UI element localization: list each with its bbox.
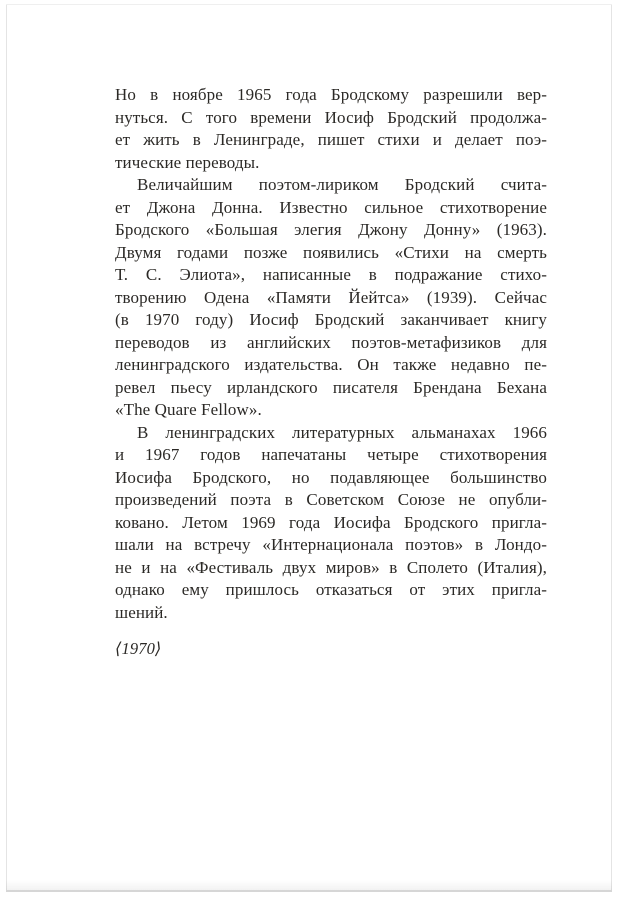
paragraph xyxy=(115,422,547,625)
text-line: ленинградского издательства. Он также недавно пе- xyxy=(115,355,547,374)
page-bottom-shadow xyxy=(6,880,612,890)
text-line: Иосифа Бродского, но подавляющее большинство xyxy=(115,467,547,487)
page-edge-right xyxy=(611,4,612,892)
text-line: творению Одена «Памяти Йейтса» (1939). Сейчас xyxy=(115,287,547,307)
text-line: Двумя годами позже появились «Стихи на смерть xyxy=(115,242,547,262)
paragraph xyxy=(115,84,547,174)
page-edge-top xyxy=(6,4,612,5)
text-line: произведений поэта в Советском Союзе не опубли- xyxy=(115,490,547,509)
page-edge-left xyxy=(6,4,7,892)
text-line: Бродского «Большая элегия Джону Донну» (1963). xyxy=(115,220,547,239)
text-line: не и на «Фестиваль двух миров» в Сполето (Италия), xyxy=(115,557,547,577)
text-line: Величайшим поэтом-лириком Бродский счита- xyxy=(137,175,547,194)
date-signature: ⟨1970⟩ xyxy=(115,639,162,658)
text-line: переводов из английских поэтов-метафизиков для xyxy=(115,332,547,352)
text-line: (в 1970 году) Иосиф Бродский заканчивает книгу xyxy=(115,310,547,329)
text-line: В ленинградских литературных альманахах 1966 xyxy=(137,422,547,442)
text-line: нуться. С того времени Иосиф Бродский продолжа- xyxy=(115,107,547,127)
text-line: Но в ноябре 1965 года Бродскому разрешили вер- xyxy=(115,85,547,104)
text-line: шений. xyxy=(115,602,168,622)
text-line: и 1967 годов напечатаны четыре стихотворения xyxy=(115,445,547,464)
paragraph xyxy=(115,174,547,422)
paragraphs-container xyxy=(115,84,547,624)
text-line: ковано. Летом 1969 года Иосифа Бродского пригла- xyxy=(115,512,547,532)
page-text-block xyxy=(115,84,547,661)
text-line: ет Джона Донна. Известно сильное стихотворение xyxy=(115,197,547,217)
text-line: однако ему пришлось отказаться от этих пригла- xyxy=(115,580,547,599)
text-line: «The Quare Fellow». xyxy=(115,400,262,419)
text-line: шали на встречу «Интернационала поэтов» в Лондо- xyxy=(115,535,547,554)
text-line: Т. С. Элиота», написанные в подражание стихо- xyxy=(115,265,547,284)
text-line: тические переводы. xyxy=(115,152,260,172)
text-line: ревел пьесу ирландского писателя Брендана Бехана xyxy=(115,377,547,397)
text-line: ет жить в Ленинграде, пишет стихи и делает поэ- xyxy=(115,130,547,149)
page-edge-bottom xyxy=(6,890,612,892)
